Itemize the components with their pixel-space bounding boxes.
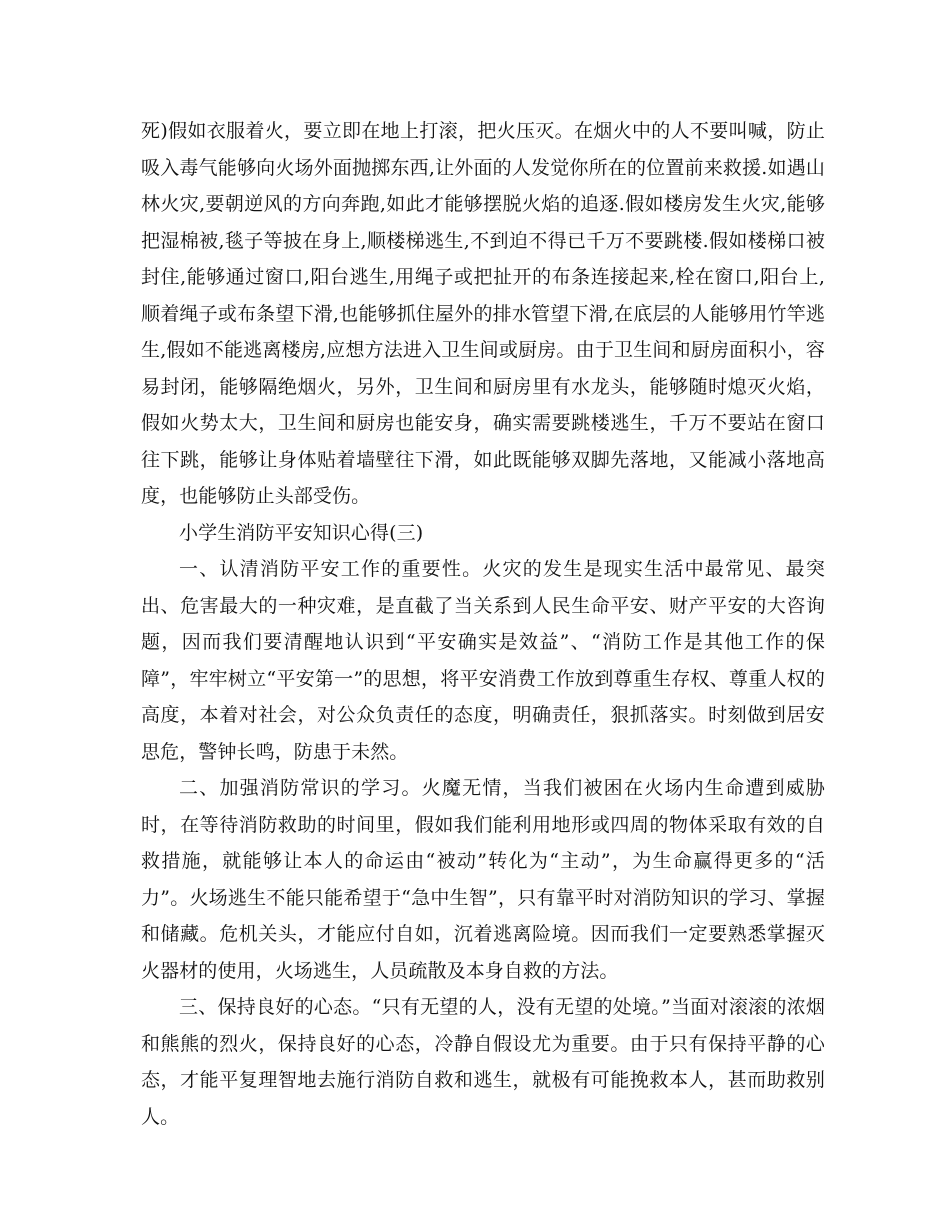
point-paragraph-3: 三、保持良好的心态。“只有无望的人，没有无望的处境。”当面对滚滚的浓烟和熊熊的烈火，保持良好的心态，冷静自假设尤为重要。由于只有保持平静的心态，才能平复理智地去施行消防自救和逃生，就极有可能挽救本人，甚而助救别人。	[141, 996, 825, 1128]
section-title: 小学生消防平安知识心得(三)	[179, 521, 424, 544]
continuation-paragraph: 死)假如衣服着火，要立即在地上打滚，把火压灭。在烟火中的人不要叫喊，防止吸入毒气能够向火场外面抛掷东西,让外面的人发觉你所在的位置前来救援.如遇山林火灾,要朝逆风的方向奔跑,如此才能够摆脱火焰的追逐.假如楼房发生火灾,能够把湿棉被,毯子等披在身上,顺楼梯逃生,不到迫不得已千万不要跳楼.假如楼梯口被封住,能够通过窗口,阳台逃生,用绳子或把扯开的布条连接起来,栓在窗口,阳台上,顺着绳子或布条望下滑,也能够抓住屋外的排水管望下滑,在底层的人能够用竹竿逃生,假如不能逃离楼房,应想方法进入卫生间或厨房。由于卫生间和厨房面积小，容易封闭，能够隔绝烟火，另外，卫生间和厨房里有水龙头，能够随时熄灭火焰，假如火势太大，卫生间和厨房也能安身，确实需要跳楼逃生，千万不要站在窗口往下跳，能够让身体贴着墙壁往下滑，如此既能够双脚先落地，又能减小落地高度，也能够防止头部受伤。	[141, 120, 825, 507]
point-paragraph-2: 二、加强消防常识的学习。火魔无情，当我们被困在火场内生命遭到威胁时，在等待消防救助的时间里，假如我们能利用地形或四周的物体采取有效的自救措施，就能够让本人的命运由“被动”转化为“主动”，为生命赢得更多的“活力”。火场逃生不能只能希望于“急中生智”，只有靠平时对消防知识的学习、掌握和储藏。危机关头，才能应付自如，沉着逃离险境。因而我们一定要熟悉掌握灭火器材的使用，火场逃生，人员疏散及本身自救的方法。	[141, 777, 825, 982]
point-paragraph-1: 一、认清消防平安工作的重要性。火灾的发生是现实生活中最常见、最突出、危害最大的一种灾难，是直截了当关系到人民生命平安、财产平安的大咨询题，因而我们要清醒地认识到“平安确实是效益”、“消防工作是其他工作的保障”，牢牢树立“平安第一”的思想，将平安消费工作放到尊重生存权、尊重人权的高度，本着对社会，对公众负责任的态度，明确责任，狠抓落实。时刻做到居安思危，警钟长鸣，防患于未然。	[141, 558, 825, 763]
document-page	[141, 113, 825, 1135]
